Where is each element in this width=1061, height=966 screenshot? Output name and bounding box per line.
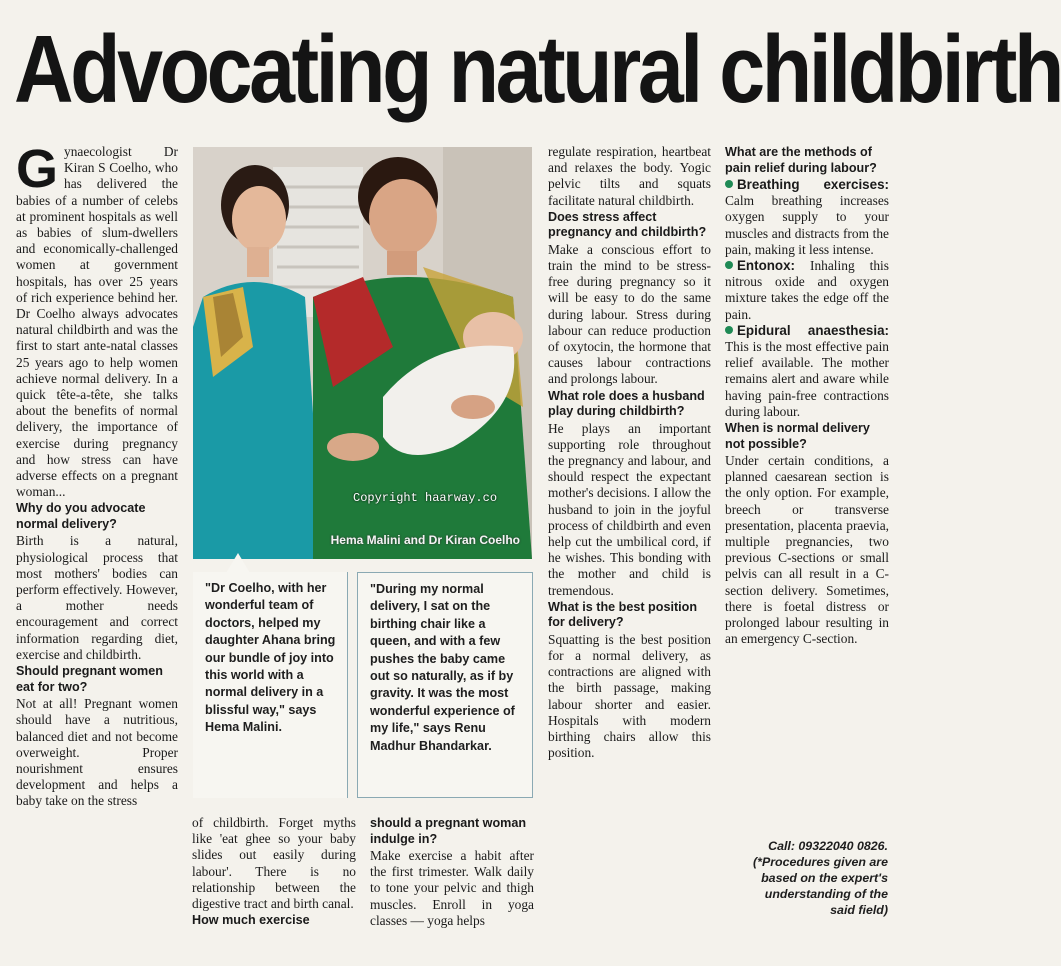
quote-callout-tail — [226, 553, 250, 573]
column-3-bottom — [370, 815, 534, 929]
bullet-breathing — [725, 177, 889, 258]
answer-normal-delivery: Birth is a natural, physiological process that most mothers' bodies can perform effectively. However, a mother needs encouragement and correct information regarding diet, exercise and childbirth. — [16, 533, 178, 662]
answer-husband-role: He plays an important supporting role throughout the pregnancy and labour, and should respect the expectant mother's decisions. I allow the husband to join in the joyful process of childbirth and even help cut the umbilical cord, if he wishes. This bonding with the mother and child is tremendous. — [548, 420, 711, 598]
intro-paragraph — [16, 139, 178, 500]
bullet-breathing-title: Breathing exercises: — [737, 177, 889, 192]
bullet-breathing-text: Calm breathing increases oxygen supply to your muscles and distracts from the pain, making it less intense. — [725, 193, 889, 257]
answer-normal-not-possible: Under certain conditions, a planned caesarean section is the only option. For example, breech or transverse presentation, placenta praevia, multiple pregnancies, two previous C-sections or small pelvis can all result in a C-section delivery. Sometimes, there is foetal distress or prolonged labour resulting in an emergency C-section. — [725, 453, 889, 647]
bullet-epidural — [725, 323, 889, 420]
bullet-dot-icon — [725, 326, 733, 334]
question-normal-delivery: Why do you advocate normal delivery? — [16, 501, 146, 531]
copyright-watermark: Copyright haarway.co — [353, 491, 498, 505]
answer-eat-for-two: Not at all! Pregnant women should have a nutritious, balanced diet and not become overweight. Proper nourishment ensures development and helps a baby take on the stress — [16, 696, 178, 809]
answer-eat-for-two-continued: of childbirth. Forget myths like 'eat ghee so your baby slides out easily during labour'. There is no relationship between the digestive tract and birth canal. — [192, 815, 356, 912]
call-number: Call: 09322040 0826. — [768, 839, 888, 853]
quote-renu-bhandarkar: "During my normal delivery, I sat on the birthing chair like a queen, and with a few pushes the baby came out so naturally, as if by gravity. It was the most wonderful experience of my life," says Renu Madhur Bhandarkar. — [357, 572, 533, 798]
bullet-epidural-text: This is the most effective pain relief available. The mother remains alert and aware while having pain-free contractions during labour. — [725, 339, 889, 419]
photo-caption: Hema Malini and Dr Kiran Coelho — [330, 533, 520, 547]
quote-hema-malini: "Dr Coelho, with her wonderful team of doctors, helped my daughter Ahana bring our bundle of joy into this world with a normal delivery in a blissful way," says Hema Malini. — [193, 572, 348, 798]
answer-exercise-continued: regulate respiration, heartbeat and relaxes the body. Yogic pelvic tilts and squats facilitate natural childbirth. — [548, 144, 711, 208]
question-husband-role: What role does a husband play during childbirth? — [548, 388, 705, 419]
bullet-entonox — [725, 258, 889, 323]
bullet-epidural-title: Epidural anaesthesia: — [737, 322, 889, 338]
answer-best-position: Squatting is the best position for a normal delivery, as contractions are aligned with the birth passage, making labour shorter and easier. Hospitals with modern birthing chairs allow this position. — [548, 631, 711, 761]
question-pain-relief: What are the methods of pain relief during labour? — [725, 145, 877, 175]
procedures-note: (*Procedures given are based on the expert's understanding of the said field) — [753, 855, 888, 917]
question-exercise-start: How much exercise — [192, 913, 310, 928]
drop-cap: G — [16, 139, 59, 199]
photo-hema-malini-dr-coelho — [193, 147, 532, 559]
question-stress: Does stress affect pregnancy and childbirth? — [548, 209, 707, 240]
bullet-entonox-text: Inhaling this nitrous oxide and oxygen mixture takes the edge off the pain. — [725, 258, 889, 322]
bullet-dot-icon — [725, 261, 733, 269]
question-normal-not-possible: When is normal delivery not possible? — [725, 421, 870, 451]
question-best-position: What is the best position for delivery? — [548, 599, 698, 630]
credit-note — [748, 838, 888, 918]
column-2-bottom — [192, 815, 356, 930]
column-5 — [725, 144, 889, 647]
answer-exercise: Make exercise a habit after the first trimester. Walk daily to tone your pelvic and thigh muscles. Enroll in yoga classes — yoga helps — [370, 848, 534, 928]
headline: Advocating natural childbirth — [14, 16, 1061, 123]
intro-text: ynaecologist Dr Kiran S Coelho, who has delivered the babies of a number of celebs at prominent hospitals as well as babies of slum-dwellers and economically-challenged women at government hospitals, has over 25 years of rich experience behind her. Dr Coelho always advocates natural childbirth and was the first to start ante-natal classes 25 years ago to help women achieve normal delivery. In a quick tête-a-tête, she talks about the benefits of normal delivery, the importance of exercise during pregnancy and how stress can have adverse effects on a pregnant woman... — [16, 144, 178, 500]
bullet-entonox-title: Entonox: — [737, 258, 796, 274]
question-eat-for-two: Should pregnant women eat for two? — [16, 664, 163, 694]
question-exercise-end: should a pregnant woman indulge in? — [370, 816, 527, 846]
bullet-dot-icon — [725, 180, 733, 188]
column-1 — [16, 139, 178, 810]
column-4 — [548, 144, 711, 762]
answer-stress: Make a conscious effort to train the mind to be stress-free during pregnancy so it will be easy to do the same during labour. Stress during labour can reduce production of oxytocin, the hormone that causes labour contractions and prolongs labour. — [548, 241, 711, 387]
